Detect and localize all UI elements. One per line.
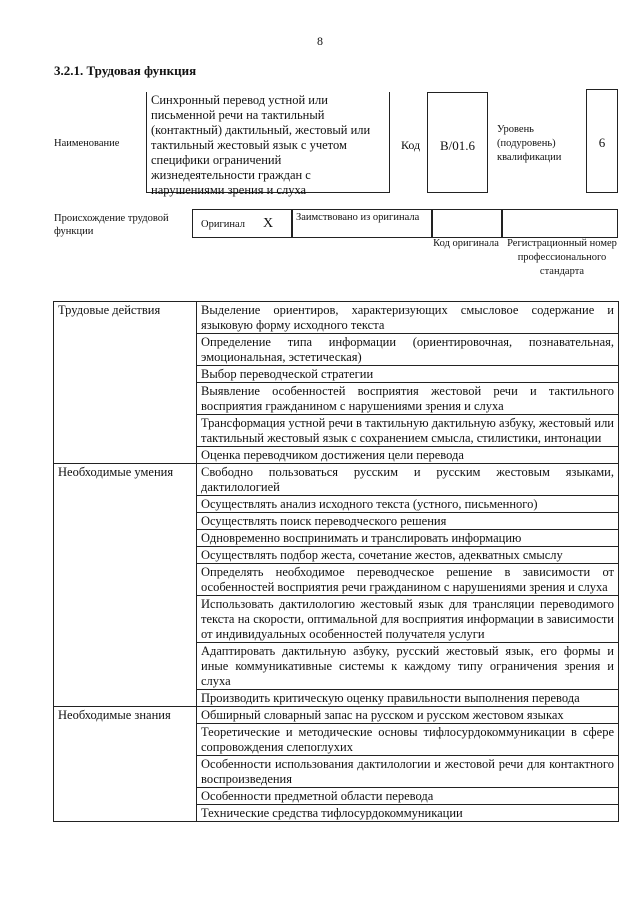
level-label: Уровень (подуровень) квалификации	[497, 124, 562, 163]
section-title: 3.2.1. Трудовая функция	[54, 63, 197, 78]
reg-number-caption: Регистрационный номер профессионального стандарта	[507, 238, 617, 277]
section-heading: Необходимые знания	[54, 707, 197, 822]
list-item: Свободно пользоваться русским и русским жестовым языками, дактилологией	[197, 464, 619, 496]
list-item: Определение типа информации (ориентировочная, познавательная, эмоциональная, эстетическая)	[197, 334, 619, 366]
function-details-table	[53, 301, 619, 822]
original-label: Оригинал	[201, 219, 245, 230]
section-heading: Трудовые действия	[54, 302, 197, 464]
list-item: Теоретические и методические основы тифлосурдокоммуникации в сфере сопровождения слепоглухих	[197, 724, 619, 756]
list-item: Выбор переводческой стратегии	[197, 366, 619, 383]
origin-row	[192, 209, 618, 238]
original-cell	[192, 209, 292, 238]
list-item: Выявление особенностей восприятия жестовой речи и тактильного восприятия гражданином с нарушениями зрения и слуха	[197, 383, 619, 415]
list-item: Оценка переводчиком достижения цели перевода	[197, 447, 619, 464]
list-item: Особенности использования дактилологии и жестовой речи для контактного воспроизведения	[197, 756, 619, 788]
borrowed-label: Заимствовано из оригинала	[292, 209, 432, 238]
table-row	[54, 707, 619, 724]
list-item: Адаптировать дактильную азбуку, русский жестовый язык, его формы и иные коммуникативные системы к каждому типу ограничения зрения и слуха	[197, 643, 619, 690]
list-item: Определять необходимое переводческое решение в зависимости от особенностей восприятия речи гражданином с нарушениями зрения и слуха	[197, 564, 619, 596]
table-row	[54, 302, 619, 334]
reg-number-cell	[502, 209, 618, 238]
name-label: Наименование	[54, 138, 120, 149]
page-number: 8	[317, 34, 323, 48]
list-item: Трансформация устной речи в тактильную дактильную азбуку, жестовый или тактильный жестовый язык с сохранением смысла, стилистики, интонации	[197, 415, 619, 447]
list-item: Производить критическую оценку правильности выполнения перевода	[197, 690, 619, 707]
original-code-caption: Код оригинала	[433, 238, 499, 249]
table-row	[54, 464, 619, 496]
original-code-cell	[432, 209, 502, 238]
list-item: Использовать дактилологию жестовый язык для трансляции переводимого текста на скорости, оптимальной для восприятия информации в зависимости от индивидуальных особенностей получателя услуги	[197, 596, 619, 643]
list-item: Обширный словарный запас на русском и русском жестовом языках	[197, 707, 619, 724]
list-item: Выделение ориентиров, характеризующих смысловое содержание и языковую форму исходного текста	[197, 302, 619, 334]
list-item: Технические средства тифлосурдокоммуникации	[197, 805, 619, 822]
original-mark: X	[263, 216, 274, 231]
section-heading: Необходимые умения	[54, 464, 197, 707]
list-item: Осуществлять поиск переводческого решения	[197, 513, 619, 530]
function-name: Синхронный перевод устной или письменной речи на тактильный (контактный) дактильный, жестовый или тактильный жестовый язык с учетом специфики ограничений жизнедеятельности граждан с нарушениями зрения и слуха	[146, 92, 390, 193]
list-item: Одновременно воспринимать и транслировать информацию	[197, 530, 619, 547]
qualification-level: 6	[586, 89, 618, 193]
function-code: B/01.6	[427, 92, 488, 193]
code-label: Код	[401, 138, 421, 152]
origin-label: Происхождение трудовой функции	[54, 213, 169, 237]
list-item: Особенности предметной области перевода	[197, 788, 619, 805]
list-item: Осуществлять подбор жеста, сочетание жестов, адекватных смыслу	[197, 547, 619, 564]
list-item: Осуществлять анализ исходного текста (устного, письменного)	[197, 496, 619, 513]
